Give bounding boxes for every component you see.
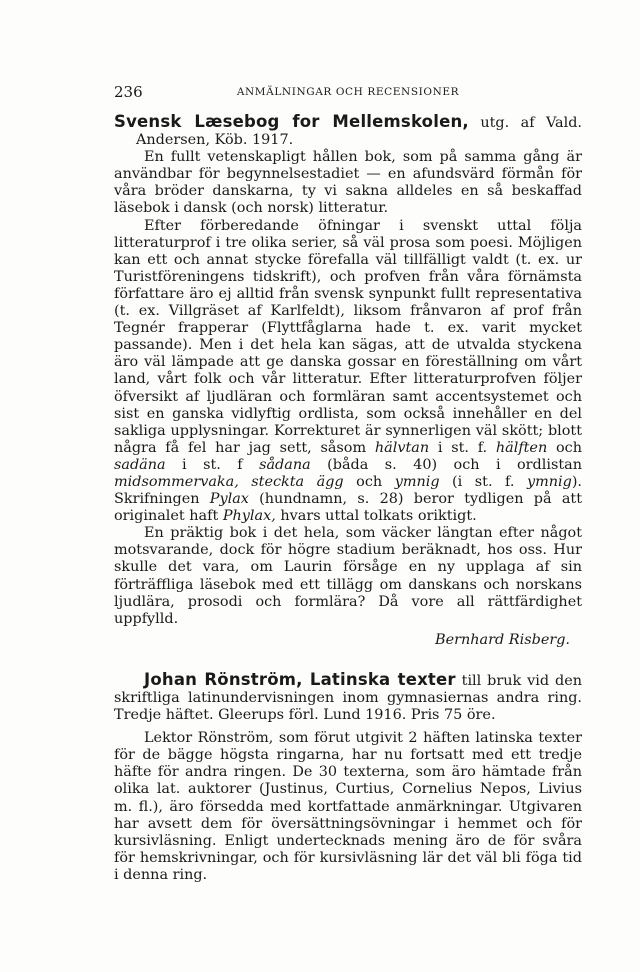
text-run: (hundnamn, s. 28) beror tydligen på att originalet haft: [114, 491, 582, 525]
paragraph: En präktig bok i det hela, som väcker längtan efter något motsvarande, dock för högre stadium beräknadt, hos oss. Hur skulle det vara, om Laurin försåge en ny upplaga af sin förträffliga läsebok med ett tillägg om danskans och norskans ljudlära, prosodi och formlära? Då vore all rättfärdighet uppfylld.: [114, 525, 582, 627]
italic-word: sadäna: [114, 456, 166, 473]
text-run: (båda s. 40) och i ordlistan: [310, 456, 582, 473]
review-title: Svensk Læsebog for Mellemskolen,: [114, 112, 469, 131]
section-spacer: [114, 649, 582, 671]
review-imprint: utg. af Vald. Andersen, Köb. 1917.: [136, 115, 582, 149]
italic-word: ymnig: [526, 473, 572, 490]
italic-word: Pylax: [209, 491, 249, 508]
text-run: och: [547, 439, 582, 456]
signature: Bernhard Risberg.: [435, 631, 570, 648]
running-title: ANMÄLNINGAR OCH RECENSIONER: [236, 86, 460, 98]
page-body: [114, 113, 582, 884]
paragraph: Lektor Rönström, som förut utgivit 2 häften latinska texter för de bägge högsta ringarna, har nu fortsatt med ett tredje häfte för andra ringen. De 30 texterna, som äro hämtade från olika lat. auktorer (Justinus, Curtius, Cornelius Nepos, Livius m. fl.), äro försedda med kortfattade anmärkningar. Utgivaren har avsett dem för översättningsövningar i hemmet och för kursivläsning. Enligt undertecknads mening äro de för svåra för hemskrivningar, och för kursivläsning lär det väl bli föga tid i denna ring.: [114, 730, 582, 883]
italic-word: midsommervaka,: [114, 473, 239, 490]
review-latinska-texter: [114, 671, 582, 884]
italic-word: Phylax,: [222, 508, 276, 525]
text-run: och: [343, 473, 395, 490]
review-heading: [114, 671, 582, 724]
review-heading: [114, 113, 582, 149]
text-run: ). Skrifningen: [114, 473, 583, 508]
paragraph: En fullt vetenskapligt hållen bok, som på samma gång är användbar för begynnelsestadiet — en afundsvärd förmån för våra bröder danskarna, ty vi sakna alldeles en så beskaffad läsebok i dansk (och norsk) litteratur.: [114, 149, 582, 217]
italic-word: hälvtan: [374, 439, 430, 456]
text-run: hvars uttal tolkats oriktigt.: [275, 508, 477, 525]
italic-word: ymnig: [394, 473, 440, 490]
review-imprint: till bruk vid den skriftliga latinundervisningen inom gymnasiernas andra ring. Tredje häftet. Gleerups förl. Lund 1916. Pris 75 öre.: [114, 672, 582, 724]
italic-word: steckta ägg: [251, 473, 344, 490]
text-run: i st. f: [165, 456, 260, 473]
review-title: Johan Rönström, Latinska texter: [144, 669, 456, 689]
page-number: 236: [114, 83, 143, 101]
text-run: Efter förberedande öfningar i svenskt uttal följa litteraturprof i tre olika serier, så väl prosa som poesi. Möjligen kan ett och annat stycke förefalla väl tillfälligt valdt (t. ex. ur Turistföreningens tidskrift), och profven från våra förnämsta författare äro ej alltid från svensk synpunkt fullt representativa (t. ex. Villgräset af Karlfeldt), liksom frånvaron af prof från Tegnér frapperar (Flyttfåglarna hade t. ex. varit mycket passande). Men i det hela kan sägas, att de utvalda styckena äro väl lämpade att ge danska gossar en föreställning om vårt land, vårt folk och vår litteratur. Efter litteraturprofven följer öfversikt af ljudläran och formläran samt accentsystemet och sist en ganska vidlyftig ordlista, som också innehåller en del sakliga upplysningar. Korrekturet är synnerligen väl skött; blott några få fel har jag sett, såsom: [114, 217, 582, 456]
text-run: [239, 474, 252, 490]
text-run: (i st. f.: [439, 473, 527, 490]
italic-word: hälften: [495, 439, 548, 456]
italic-word: sådana: [259, 456, 311, 473]
text-run: i st. f.: [429, 439, 496, 456]
page-header: [114, 83, 582, 103]
review-svensk-laesebog: [114, 113, 582, 649]
paragraph: [114, 218, 582, 526]
